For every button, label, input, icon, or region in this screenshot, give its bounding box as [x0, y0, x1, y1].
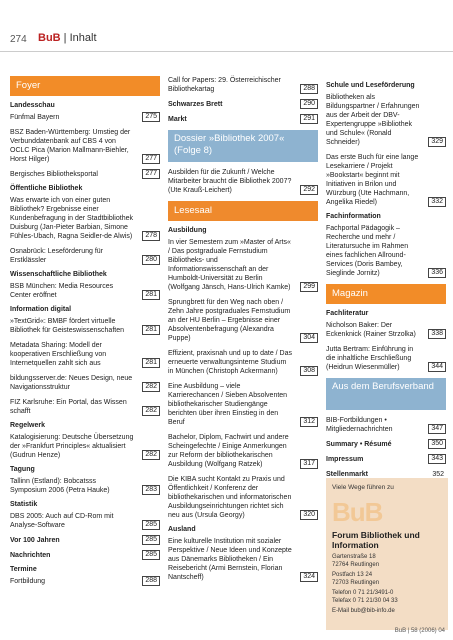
page-ref[interactable]: 350	[428, 439, 446, 449]
page-ref[interactable]: 291	[300, 114, 318, 124]
address-line: Telefon 0 71 21/3491-0	[332, 590, 394, 596]
page-ref[interactable]: 292	[300, 185, 318, 195]
entry-text: Fünfmal Bayern	[10, 114, 60, 121]
page-ref[interactable]: 280	[142, 255, 160, 265]
entry-text: Tallinn (Estland): Bobcatsss Symposium 2006 (Petra Hauke)	[10, 478, 110, 494]
entry-text: Vor 100 Jahren	[10, 537, 60, 544]
band-lesesaal: Lesesaal	[168, 201, 318, 221]
entry-text: Katalogisierung: Deutsche Übersetzung der »Frankfurt Principles« aktualisiert (Gudrun Henze)	[10, 434, 134, 459]
info-intro: Viele Wege führen zu	[332, 484, 394, 491]
entry-text: Nachrichten	[10, 552, 51, 559]
page-ref[interactable]: 277	[142, 154, 160, 164]
toc-entry[interactable]	[326, 153, 446, 207]
entry-text: Osnabrück: Leseförderung für Erstklässler	[10, 248, 103, 264]
page-ref[interactable]: 278	[142, 231, 160, 241]
page-ref[interactable]: 332	[428, 197, 446, 207]
page-ref[interactable]: 320	[300, 510, 318, 520]
section-heading: Landesschau	[10, 102, 55, 109]
page-ref[interactable]: 288	[142, 576, 160, 586]
page-ref[interactable]: 304	[300, 333, 318, 343]
entry-text: Stellenmarkt	[326, 471, 369, 478]
entry-text: Bergisches Bibliotheksportal	[10, 171, 98, 178]
toc-entry[interactable]	[326, 321, 446, 339]
page-ref[interactable]: 343	[428, 454, 446, 464]
section-heading: Statistik	[10, 501, 38, 508]
section-heading: Regelwerk	[10, 422, 46, 429]
forum-title: Forum Bibliothek und Information	[332, 530, 420, 550]
page-ref[interactable]: 347	[428, 424, 446, 434]
address-line: Postfach 13 24	[332, 572, 373, 578]
page-ref[interactable]: 282	[142, 406, 160, 416]
section-heading: Termine	[10, 566, 37, 573]
page-ref[interactable]: 352	[432, 471, 444, 478]
toc-entry[interactable]	[10, 433, 160, 460]
entry-text: Sprungbrett für den Weg nach oben / Zehn Jahre postgraduales Fernstudium an der HU Berlin – Ergebnisse einer Absolventenbefragung (Alexandra Puppe)	[168, 299, 291, 342]
toc-entry[interactable]	[326, 224, 446, 278]
toc-entry[interactable]	[168, 475, 318, 520]
toc-entry[interactable]	[168, 349, 318, 376]
toc-entry[interactable]	[168, 76, 318, 94]
toc-entry[interactable]	[168, 115, 318, 124]
section-heading: Schule und Leseförderung	[326, 82, 415, 89]
entry-text: Bibliotheken als Bildungspartner / Erfahrungen aus der Arbeit der DBV-Expertengruppe »Bibliothek und Schule« (Ronald Schneider)	[326, 94, 420, 146]
entry-text: BSZ Baden-Württemberg: Umstieg der Verbunddatenbank auf CBS 4 von OCLC Pica (Marion Mallmann-Biehler, Horst Hilger)	[10, 129, 131, 163]
page-ref[interactable]: 308	[300, 366, 318, 376]
address-line: 72703 Reutlingen	[332, 579, 380, 586]
entry-text: Summary • Résumé	[326, 441, 392, 448]
band-berufsverband: Aus dem Berufsverband	[326, 378, 446, 410]
page-ref[interactable]: 299	[300, 282, 318, 292]
entry-text: Eine kulturelle Institution mit sozialer Perspektive / Neue Ideen und Konzepte aus Dänemarks Bibliotheken / Ein Reisebericht (Armi Bernstein, Florian Nantscheff)	[168, 538, 292, 581]
toc-entry[interactable]	[10, 477, 160, 495]
toc-entry[interactable]	[168, 382, 318, 427]
page-ref[interactable]: 283	[142, 485, 160, 495]
page-ref[interactable]: 281	[142, 325, 160, 335]
toc-entry[interactable]	[10, 341, 160, 368]
entry-text: »TextGrid«: BMBF fördert virtuelle Bibliothek für Geisteswissenschaften	[10, 318, 124, 334]
entry-text: Call for Papers: 29. Österreichischer Bibliothekartag	[168, 77, 281, 93]
entry-text: Was erwarte ich von einer guten Bibliothek? Ergebnisse einer Kundenbefragung in der Stadtbibliothek Duisburg (Jan-Pieter Barbian, Simone Fühles-Ubach, Ragna Seidler-de Alwis)	[10, 197, 133, 240]
entry-text: BIB-Fortbildungen • Mitgliedernachrichten	[326, 417, 393, 433]
page-ref[interactable]: 312	[300, 417, 318, 427]
page-ref[interactable]: 282	[142, 382, 160, 392]
entry-text: Nicholson Baker: Der Eckenknick (Rainer Strzolka)	[326, 322, 416, 338]
page-ref[interactable]: 338	[428, 329, 446, 339]
entry-text: DBS 2005: Auch auf CD-Rom mit Analyse-Software	[10, 513, 114, 529]
entry-text: Die KIBA sucht Kontakt zu Praxis und Öffentlichkeit / Konferenz der bibliothekarischen und informatorischen Ausbildungseinrichtungen richtet sich neu aus (Ursula Georgy)	[168, 476, 292, 519]
toc-entry[interactable]	[10, 247, 160, 265]
section-heading: Wissenschaftliche Bibliothek	[10, 271, 107, 278]
section-title: Inhalt	[69, 32, 97, 44]
column-left	[10, 76, 160, 592]
page-ref[interactable]: 285	[142, 520, 160, 530]
toc-entry[interactable]	[168, 298, 318, 343]
page-header	[0, 0, 453, 52]
toc-entry[interactable]	[168, 100, 318, 109]
toc-entry[interactable]	[10, 374, 160, 392]
toc-entry[interactable]	[10, 551, 160, 560]
section-heading: Tagung	[10, 466, 35, 473]
page-ref[interactable]: 281	[142, 358, 160, 368]
entry-text: Jutta Bertram: Einführung in die inhaltliche Erschließung (Heidrun Wiesenmüller)	[326, 346, 414, 371]
address-line: E-Mail bub@bib-info.de	[332, 608, 395, 614]
header-divider	[0, 51, 453, 52]
address-block	[332, 554, 442, 616]
entry-text: In vier Semestern zum »Master of Arts« / Das postgraduale Fernstudium Bibliotheks- und Informationswissenschaft an der Humboldt-Universität zu Berlin (Wolfgang Jänsch, Hans-Ulrich Kamke)	[168, 239, 291, 291]
toc-entry[interactable]	[10, 317, 160, 335]
section-heading: Fachinformation	[326, 213, 381, 220]
page-ref[interactable]: 329	[428, 137, 446, 147]
page-ref[interactable]: 275	[142, 112, 160, 122]
section-heading: Fachliteratur	[326, 310, 369, 317]
band-dossier: Dossier »Bibliothek 2007« (Folge 8)	[168, 130, 318, 162]
page-ref[interactable]: 324	[300, 572, 318, 582]
band-magazin: Magazin	[326, 284, 446, 304]
toc-entry[interactable]	[10, 512, 160, 530]
section-heading: Öffentliche Bibliothek	[10, 185, 83, 192]
column-middle	[168, 76, 318, 588]
toc-entry[interactable]	[326, 440, 446, 449]
entry-text: Metadata Sharing: Modell der kooperativen Erschließung von Internetquellen zahlt sich aus	[10, 342, 107, 367]
toc-entry[interactable]	[10, 282, 160, 300]
entry-text: Ausbilden für die Zukunft / Welche Mitarbeiter braucht die Bibliothek 2007? (Ute Krauß-Leichert)	[168, 169, 292, 194]
entry-text: Schwarzes Brett	[168, 101, 223, 108]
page-ref[interactable]: 290	[300, 99, 318, 109]
address-line: Telefax 0 71 21/30 04 33	[332, 597, 398, 604]
bub-info-box	[326, 478, 448, 630]
toc-entry[interactable]	[326, 345, 446, 372]
toc-entry[interactable]	[168, 168, 318, 195]
toc-entry[interactable]	[10, 196, 160, 241]
section-heading: Information digital	[10, 306, 72, 313]
address-line: Gartenstraße 18	[332, 554, 376, 560]
band-foyer: Foyer	[10, 76, 160, 96]
toc-entry[interactable]	[10, 398, 160, 416]
entry-text: Markt	[168, 116, 187, 123]
column-right	[326, 76, 446, 485]
toc-entry[interactable]	[326, 93, 446, 147]
toc-entry[interactable]	[326, 455, 446, 464]
page-ref[interactable]: 336	[428, 268, 446, 278]
entry-text: Das erste Buch für eine lange Lesekarriere / Projekt »Bookstart« beginnt mit Initiativen in Brilon und Würzburg (Ute Hachmann, Angelika Riedel)	[326, 154, 419, 206]
page-ref[interactable]: 285	[142, 550, 160, 560]
toc-entry[interactable]	[326, 416, 446, 434]
section-heading: Ausbildung	[168, 227, 207, 234]
page-ref[interactable]: 277	[142, 169, 160, 179]
address-line: 72764 Reutlingen	[332, 561, 380, 568]
page-number: 274	[10, 34, 27, 45]
toc-entry[interactable]	[10, 536, 160, 545]
page-ref[interactable]: 288	[300, 84, 318, 94]
toc-entry[interactable]	[168, 537, 318, 582]
entry-text: BSB München: Media Resources Center eröffnet	[10, 283, 114, 299]
toc-entry[interactable]	[168, 238, 318, 292]
header-title: BuB | Inhalt	[38, 32, 97, 44]
entry-text: bildungsserver.de: Neues Design, neue Navigationsstruktur	[10, 375, 133, 391]
toc-entry[interactable]	[10, 577, 160, 586]
page-ref[interactable]: 282	[142, 450, 160, 460]
page-footer: BuB | 58 (2006) 04	[394, 628, 445, 634]
toc-entry[interactable]	[10, 113, 160, 122]
toc-entry[interactable]	[168, 433, 318, 469]
entry-text: Fachportal Pädagogik – Recherche und mehr / Literatursuche im Rahmen eines fachlichen Allround-Services (Doris Bambey, Sieglinde Jornitz)	[326, 225, 409, 277]
bub-logo: BuB	[332, 497, 383, 527]
section-heading: Ausland	[168, 526, 196, 533]
entry-text: Eine Ausbildung – viele Karrierechancen / Sieben Absolventen bibliothekarischer Studiengänge berichten über ihren Einstieg in den Beruf	[168, 383, 288, 426]
entry-text: Effizient, praxisnah und up to date / Das erneuerte verwaltungsinterne Studium in München (Christoph Ackermann)	[168, 350, 293, 375]
page-ref[interactable]: 317	[300, 459, 318, 469]
entry-text: Impressum	[326, 456, 364, 463]
brand-logo: BuB	[38, 32, 61, 44]
entry-text: Fortbildung	[10, 578, 46, 585]
entry-text: Bachelor, Diplom, Fachwirt und andere Scheingefechte / Einige Anmerkungen zur Reform der bibliothekarischen Ausbildung (Wolfgang Ratzek)	[168, 434, 289, 468]
toc-entry[interactable]	[10, 128, 160, 164]
page-ref[interactable]: 344	[428, 362, 446, 372]
toc-entry[interactable]	[10, 170, 160, 179]
entry-text: FIZ Karlsruhe: Ein Portal, das Wissen schafft	[10, 399, 127, 415]
page-ref[interactable]: 285	[142, 535, 160, 545]
page-ref[interactable]: 281	[142, 290, 160, 300]
